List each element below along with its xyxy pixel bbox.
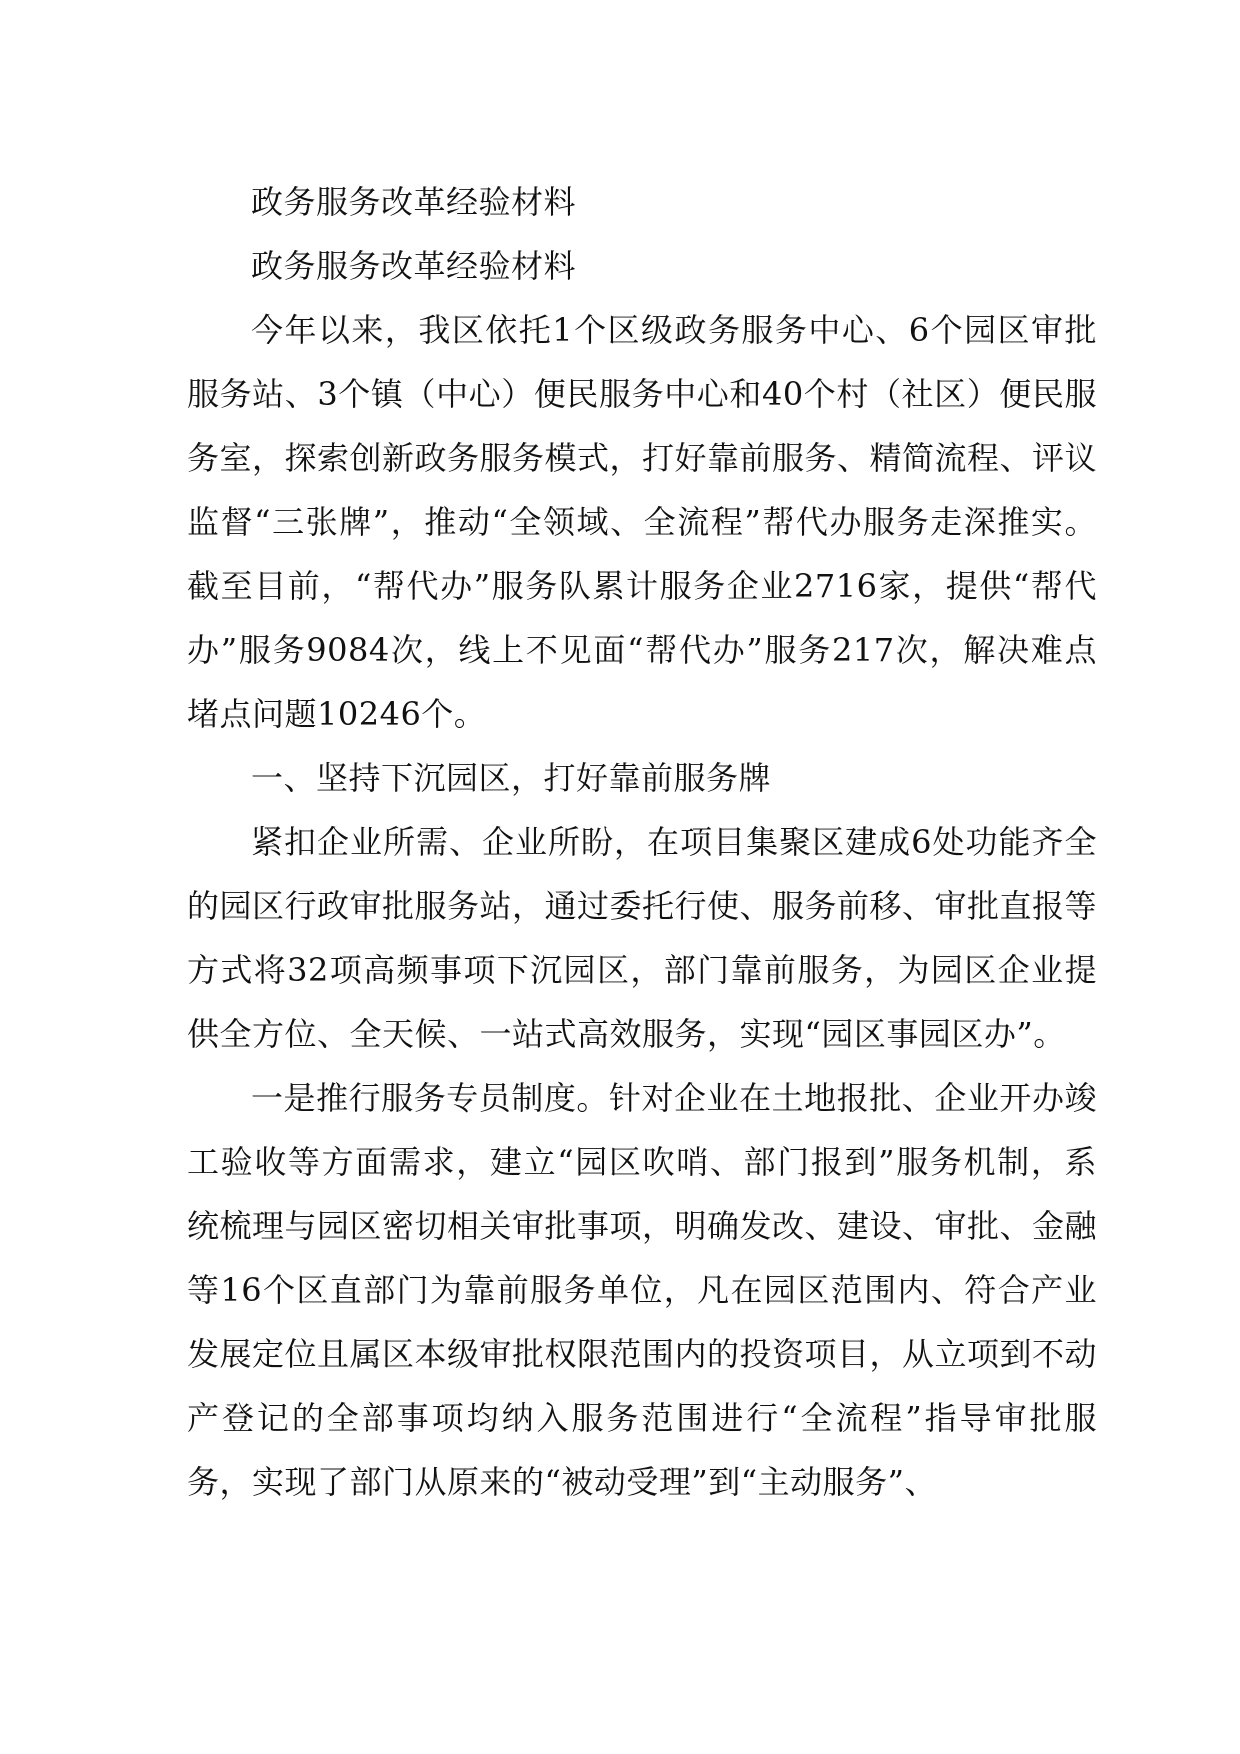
document-subtitle: 政务服务改革经验材料 xyxy=(251,247,577,285)
intro-paragraph: 今年以来，我区依托1个区级政务服务中心、6个园区审批服务站、3个镇（中心）便民服务中心和40个村（社区）便民服务室，探索创新政务服务模式，打好靠前服务、精简流程、评议监督“三张牌”，推动“全领域、全流程”帮代办服务走深推实。截至目前，“帮代办”服务队累计服务企业2716家，提供“帮代办”服务9084次，线上不见面“帮代办”服务217次，解决难点堵点问题10246个。 xyxy=(187,311,1098,733)
section-1-item-1-paragraph: 一是推行服务专员制度。针对企业在土地报批、企业开办竣工验收等方面需求，建立“园区吹哨、部门报到”服务机制，系统梳理与园区密切相关审批事项，明确发改、建设、审批、金融等16个区直部门为靠前服务单位，凡在园区范围内、符合产业发展定位且属区本级审批权限范围内的投资项目，从立项到不动产登记的全部事项均纳入服务范围进行“全流程”指导审批服务，实现了部门从原来的“被动受理”到“主动服务”、 xyxy=(187,1079,1098,1501)
section-heading-1: 一、坚持下沉园区，打好靠前服务牌 xyxy=(251,759,772,797)
document-title: 政务服务改革经验材料 xyxy=(251,183,577,221)
section-1-paragraph: 紧扣企业所需、企业所盼，在项目集聚区建成6处功能齐全的园区行政审批服务站，通过委托行使、服务前移、审批直报等方式将32项高频事项下沉园区，部门靠前服务，为园区企业提供全方位、全天候、一站式高效服务，实现“园区事园区办”。 xyxy=(187,823,1098,1053)
document-body xyxy=(187,170,1097,1514)
